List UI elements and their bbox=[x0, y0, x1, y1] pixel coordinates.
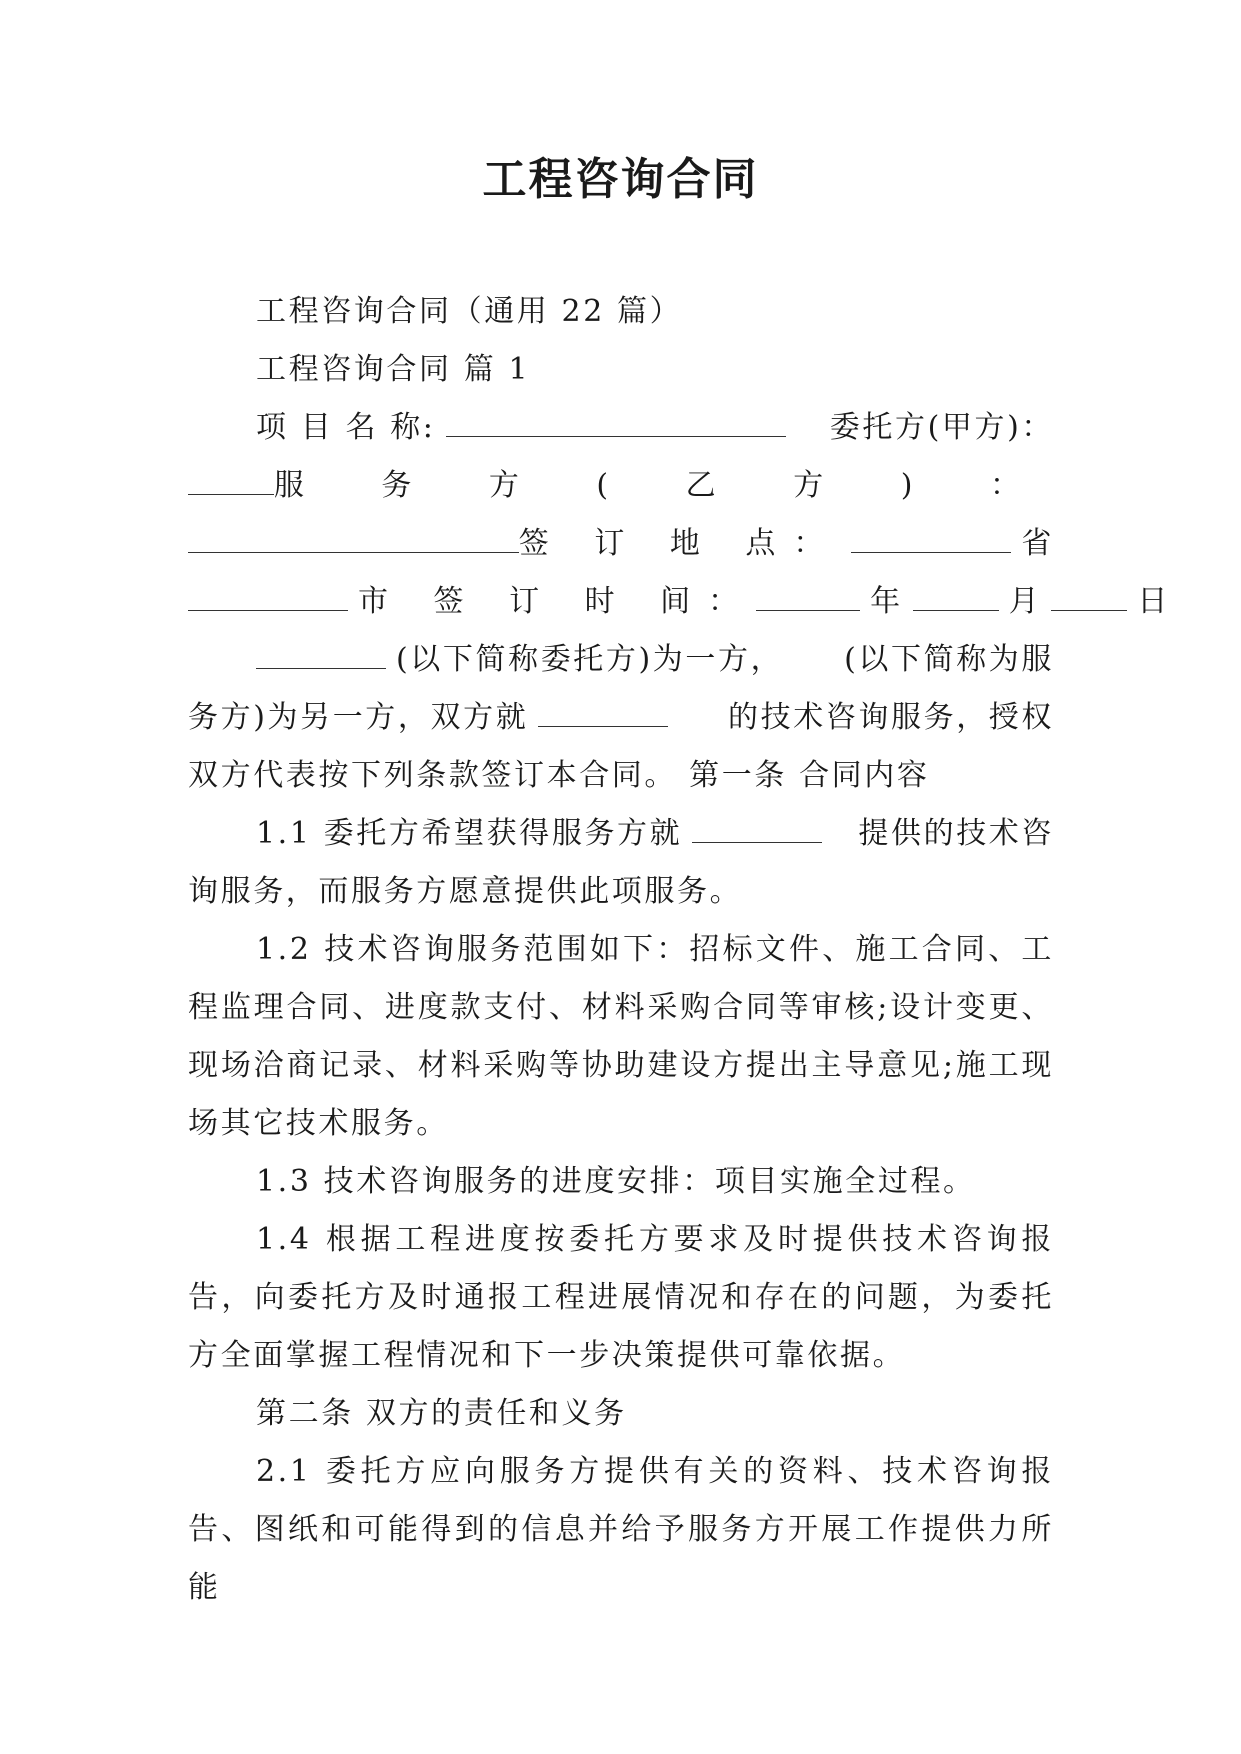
month-blank[interactable] bbox=[913, 580, 999, 611]
intro-line-2 bbox=[188, 689, 1054, 747]
client-label: 委托方(甲方)： bbox=[829, 410, 1054, 445]
document-title: 工程咨询合同 bbox=[482, 154, 759, 205]
day-blank[interactable] bbox=[1051, 580, 1127, 611]
clause-1-1-a: 1.1 委托方希望获得服务方就 bbox=[256, 816, 683, 851]
client-name-blank[interactable] bbox=[256, 638, 386, 669]
provider-label: 服 务 方 ( 乙 方 ) ： bbox=[273, 468, 1054, 503]
province-unit: 省 bbox=[1021, 526, 1054, 561]
day-unit: 日 bbox=[1137, 584, 1170, 619]
project-name-blank[interactable] bbox=[446, 406, 786, 437]
intro-c: 务方)为另一方，双方就 bbox=[188, 700, 529, 735]
field-line-4 bbox=[188, 573, 1170, 631]
provider-blank[interactable] bbox=[188, 522, 519, 553]
clause-1-1-line-2: 询服务，而服务方愿意提供此项服务。 bbox=[188, 874, 743, 909]
intro-a: (以下简称委托方)为一方， bbox=[396, 642, 784, 677]
clause-1-1-line-1 bbox=[188, 805, 1054, 863]
province-blank[interactable] bbox=[851, 522, 1011, 553]
intro-line-1 bbox=[188, 631, 1054, 689]
section-heading: 工程咨询合同 篇 1 bbox=[256, 352, 531, 387]
month-unit: 月 bbox=[1008, 584, 1042, 619]
city-sign-time-label: 市 签 订 时 间： bbox=[358, 584, 757, 619]
clause-1-4: 1.4 根据工程进度按委托方要求及时提供技术咨询报告，向委托方及时通报工程进展情况和存在的问题，为委托方全面掌握工程情况和下一步决策提供可靠依据。 bbox=[188, 1222, 1054, 1373]
sign-place-label: 签 订 地 点： bbox=[518, 526, 842, 561]
intro-b: (以下简称为服 bbox=[844, 642, 1054, 677]
intro-d: 的技术咨询服务，授权 bbox=[728, 700, 1054, 735]
year-unit: 年 bbox=[870, 584, 903, 619]
client-blank[interactable] bbox=[188, 464, 274, 495]
intro-line-3: 双方代表按下列条款签订本合同。 第一条 合同内容 bbox=[188, 758, 930, 793]
field-line-3 bbox=[188, 515, 1054, 573]
clause-1-1-b: 提供的技术咨 bbox=[858, 816, 1054, 851]
project-name-label: 项 目 名 称: bbox=[256, 410, 436, 445]
clause-1-1-blank[interactable] bbox=[692, 812, 822, 843]
year-blank[interactable] bbox=[756, 580, 860, 611]
article-2-heading: 第二条 双方的责任和义务 bbox=[256, 1396, 627, 1431]
clause-2-1: 2.1 委托方应向服务方提供有关的资料、技术咨询报告、图纸和可能得到的信息并给予服务方开展工作提供力所能 bbox=[188, 1454, 1054, 1605]
service-subject-blank[interactable] bbox=[538, 696, 668, 727]
document-body bbox=[188, 283, 1170, 1617]
clause-1-3: 1.3 技术咨询服务的进度安排：项目实施全过程。 bbox=[256, 1164, 976, 1199]
field-line-2 bbox=[188, 457, 1054, 515]
field-line-1 bbox=[188, 399, 1054, 457]
clause-1-2: 1.2 技术咨询服务范围如下：招标文件、施工合同、工程监理合同、进度款支付、材料采购合同等审核;设计变更、现场洽商记录、材料采购等协助建设方提出主导意见;施工现场其它技术服务。 bbox=[188, 932, 1054, 1141]
city-blank[interactable] bbox=[188, 580, 348, 611]
document-subtitle: 工程咨询合同（通用 22 篇） bbox=[256, 294, 683, 329]
